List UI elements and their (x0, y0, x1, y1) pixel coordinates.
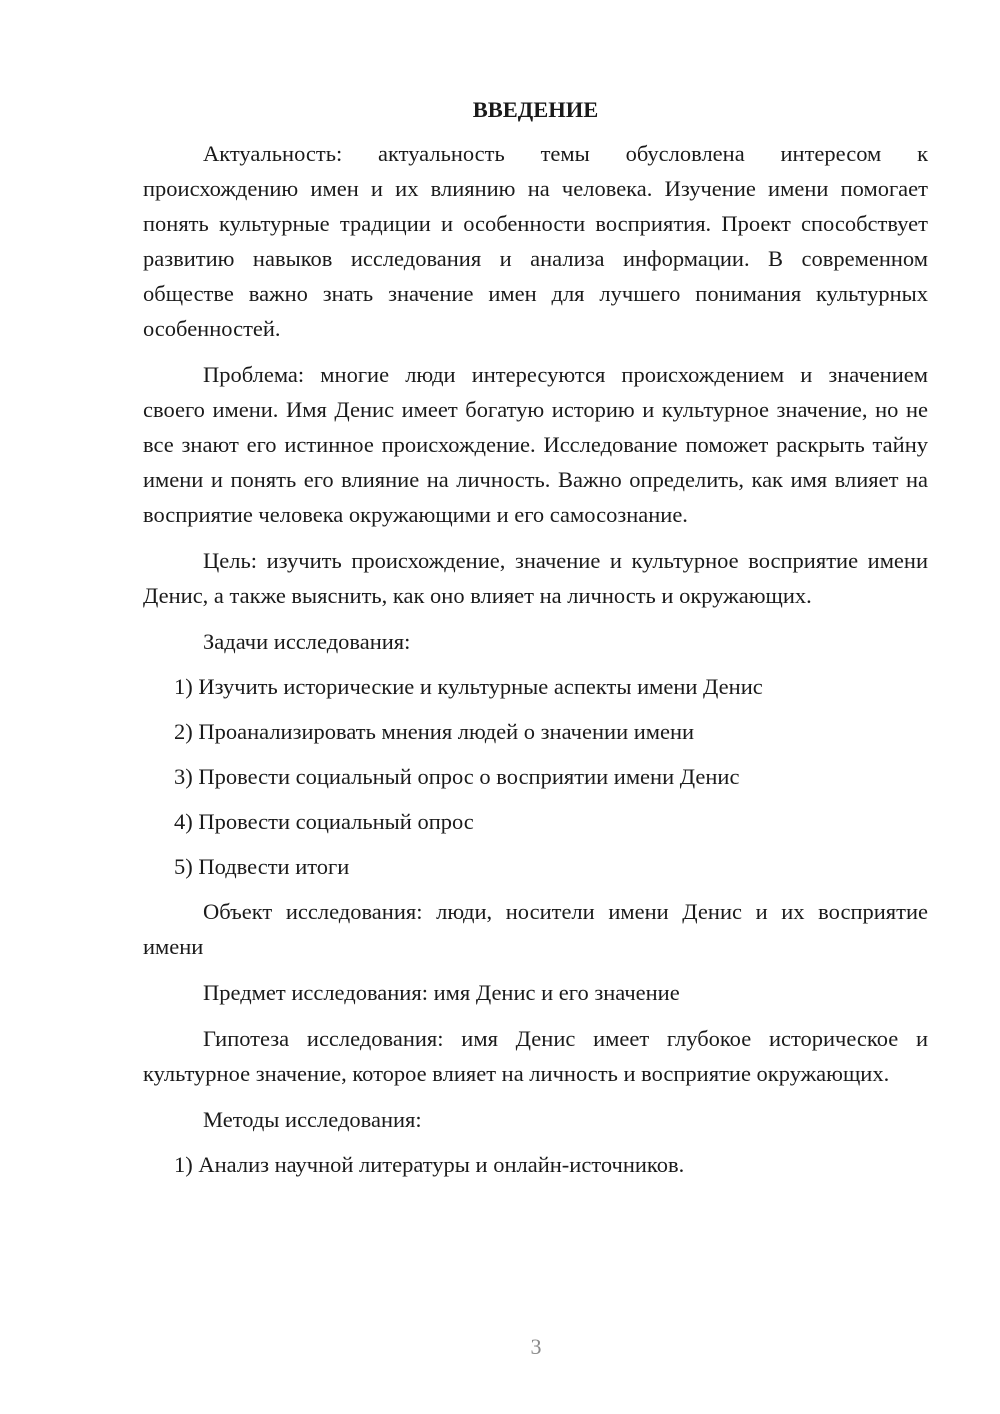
methods-title: Методы исследования: (203, 1107, 422, 1132)
goal-paragraph: Цель: изучить происхождение, значение и культурное восприятие имени Денис, а также выяснить, как оно влияет на личность и окружающих. (143, 548, 928, 608)
list-item: 4) Провести социальный опрос (174, 809, 474, 834)
list-item: 1) Изучить исторические и культурные аспекты имени Денис (174, 674, 763, 699)
tasks-title: Задачи исследования: (203, 629, 411, 654)
page-content (143, 92, 928, 1192)
page-number: 3 (530, 1334, 542, 1359)
subject-paragraph: Предмет исследования: имя Денис и его значение (203, 980, 680, 1005)
methods-list (143, 1147, 928, 1182)
hypothesis-paragraph: Гипотеза исследования: имя Денис имеет глубокое историческое и культурное значение, которое влияет на личность и восприятие окружающих. (143, 1026, 928, 1086)
tasks-list (143, 669, 928, 884)
list-item: 1) Анализ научной литературы и онлайн-источников. (174, 1152, 685, 1177)
list-item: 5) Подвести итоги (174, 854, 350, 879)
list-item: 3) Провести социальный опрос о восприятии имени Денис (174, 764, 740, 789)
problem-paragraph: Проблема: многие люди интересуются происхождением и значением своего имени. Имя Денис имеет богатую историю и культурное значение, но не все знают его истинное происхождение. Исследование поможет раскрыть тайну имени и понять его влияние на личность. Важно определить, как имя влияет на восприятие человека окружающими и его самосознание. (143, 362, 928, 527)
relevance-paragraph: Актуальность: актуальность темы обусловлена интересом к происхождению имен и их влиянию на человека. Изучение имени помогает понять культурные традиции и особенности восприятия. Проект способствует развитию навыков исследования и анализа информации. В современном обществе важно знать значение имен для лучшего понимания культурных особенностей. (143, 141, 928, 341)
list-item: 2) Проанализировать мнения людей о значении имени (174, 719, 695, 744)
object-paragraph: Объект исследования: люди, носители имени Денис и их восприятие имени (143, 899, 928, 959)
page-title: ВВЕДЕНИЕ (472, 97, 599, 122)
